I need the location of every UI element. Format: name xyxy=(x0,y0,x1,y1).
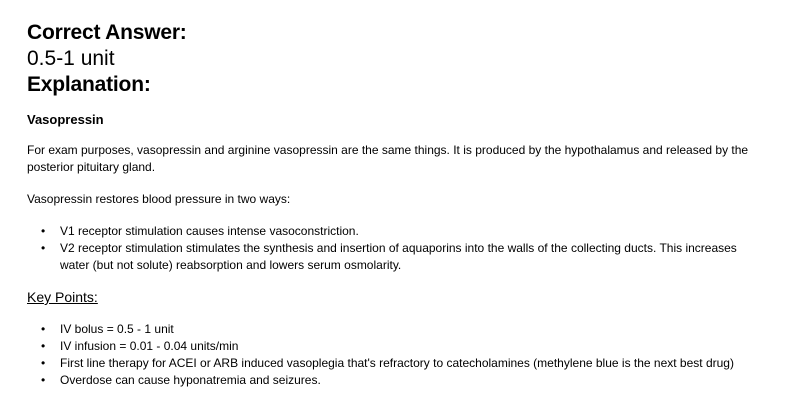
bullet-icon: • xyxy=(41,322,46,336)
mechanisms-intro: Vasopressin restores blood pressure in two ways: xyxy=(27,192,291,206)
list-item-text: IV bolus = 0.5 - 1 unit xyxy=(60,322,174,336)
bullet-icon: • xyxy=(41,356,46,370)
list-item-text: First line therapy for ACEI or ARB induced vasoplegia that's refractory to catecholamines (methylene blue is the next best drug) xyxy=(60,356,734,370)
list-item-text: V1 receptor stimulation causes intense vasoconstriction. xyxy=(60,224,359,238)
list-item xyxy=(27,338,767,355)
list-item xyxy=(27,372,767,389)
bullet-icon: • xyxy=(41,224,46,238)
list-item xyxy=(27,223,767,240)
bullet-icon: • xyxy=(41,339,46,353)
list-item-text: IV infusion = 0.01 - 0.04 units/min xyxy=(60,339,239,353)
bullet-icon: • xyxy=(41,373,46,387)
correct-answer-heading: Correct Answer: xyxy=(27,21,187,44)
correct-answer-value: 0.5-1 unit xyxy=(27,47,115,70)
list-item-text: V2 receptor stimulation stimulates the synthesis and insertion of aquaporins into the walls of the collecting ducts. This increases water (but not solute) reabsorption and lowers serum osmolarity. xyxy=(60,241,737,272)
list-item xyxy=(27,240,767,274)
bullet-icon: • xyxy=(41,241,46,255)
explanation-heading: Explanation: xyxy=(27,73,151,96)
list-item xyxy=(27,355,767,372)
list-item-text: Overdose can cause hyponatremia and seizures. xyxy=(60,373,321,387)
mechanisms-list xyxy=(27,223,767,274)
key-points-list xyxy=(27,321,767,389)
document-page xyxy=(27,20,767,389)
intro-paragraph: For exam purposes, vasopressin and arginine vasopressin are the same things. It is produced by the hypothalamus and released by the posterior pituitary gland. xyxy=(27,143,749,174)
key-points-heading: Key Points: xyxy=(27,289,98,305)
topic-subheading: Vasopressin xyxy=(27,112,104,127)
list-item xyxy=(27,321,767,338)
